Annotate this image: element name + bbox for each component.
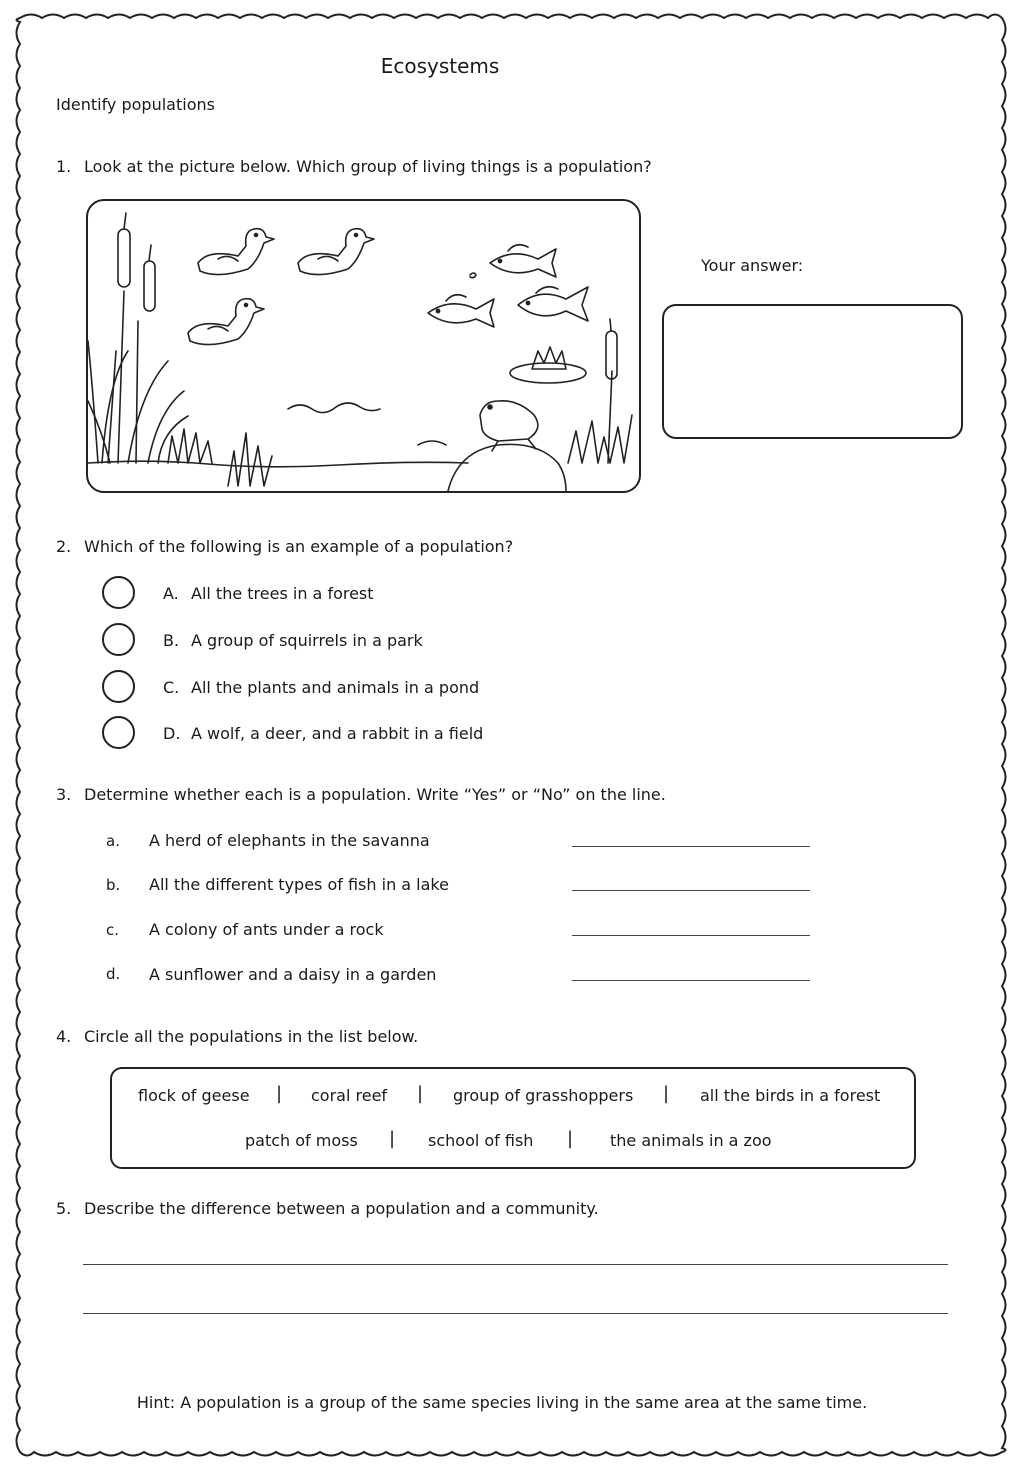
question-3-text: Determine whether each is a population. Write “Yes” or “No” on the line. <box>84 785 666 804</box>
item-d-letter: d. <box>106 965 121 983</box>
frog-on-rock <box>448 401 566 491</box>
term-coral-reef[interactable]: coral reef <box>311 1086 388 1105</box>
option-c-letter: C. <box>163 678 180 697</box>
question-5-number: 5. <box>56 1199 72 1218</box>
worksheet-subtitle: Identify populations <box>56 95 215 114</box>
option-c-text: All the plants and animals in a pond <box>191 678 480 697</box>
term-flock-of-geese[interactable]: flock of geese <box>138 1086 250 1105</box>
pond-illustration <box>86 199 641 493</box>
item-c-letter: c. <box>106 921 120 939</box>
page-title: Ecosystems <box>380 54 500 78</box>
question-3-number: 3. <box>56 785 72 804</box>
question-4 <box>56 1027 418 1046</box>
fish-2 <box>428 295 494 327</box>
option-a-letter: A. <box>163 584 179 603</box>
question-5-text: Describe the difference between a population and a community. <box>84 1199 599 1218</box>
fish-3 <box>518 287 588 321</box>
item-c-answer-line[interactable] <box>572 935 810 936</box>
option-c <box>163 678 479 697</box>
term-separator: | <box>663 1083 670 1104</box>
option-b-radio[interactable] <box>102 623 135 656</box>
item-a-answer-line[interactable] <box>572 846 810 847</box>
term-all-birds-in-forest[interactable]: all the birds in a forest <box>700 1086 881 1105</box>
answer-line-2[interactable] <box>83 1313 948 1314</box>
option-b <box>163 631 423 650</box>
option-b-text: A group of squirrels in a park <box>191 631 423 650</box>
ground-line <box>88 461 468 467</box>
item-b-letter: b. <box>106 876 121 894</box>
question-2-number: 2. <box>56 537 72 556</box>
item-b-answer-line[interactable] <box>572 890 810 891</box>
item-c-text: A colony of ants under a rock <box>149 920 384 939</box>
duck-2 <box>298 229 374 275</box>
option-d-letter: D. <box>163 724 181 743</box>
duck-3 <box>188 299 264 345</box>
option-a <box>163 584 374 603</box>
option-c-radio[interactable] <box>102 670 135 703</box>
option-d-radio[interactable] <box>102 716 135 749</box>
question-4-number: 4. <box>56 1027 72 1046</box>
population-term-box <box>110 1067 916 1169</box>
item-b-text: All the different types of fish in a lake <box>149 875 449 894</box>
hint-text: Hint: A population is a group of the same species living in the same area at the same time. <box>136 1393 868 1412</box>
question-1-text: Look at the picture below. Which group of living things is a population? <box>84 157 652 176</box>
question-4-text: Circle all the populations in the list below. <box>84 1027 419 1046</box>
water-ripple <box>288 403 380 413</box>
item-a-text: A herd of elephants in the savanna <box>149 831 430 850</box>
grass-tufts <box>168 429 272 486</box>
water-ripple-2 <box>418 441 446 445</box>
question-1-number: 1. <box>56 157 72 176</box>
question-1 <box>56 157 652 176</box>
option-d-text: A wolf, a deer, and a rabbit in a field <box>191 724 484 743</box>
term-separator: | <box>567 1128 574 1149</box>
term-separator: | <box>389 1128 396 1149</box>
cattail-plants-left <box>88 213 188 463</box>
question-3 <box>56 785 666 804</box>
question-2-text: Which of the following is an example of a population? <box>84 537 514 556</box>
option-a-text: All the trees in a forest <box>191 584 374 603</box>
term-school-of-fish[interactable]: school of fish <box>428 1131 534 1150</box>
answer-line-1[interactable] <box>83 1264 948 1265</box>
term-animals-in-zoo[interactable]: the animals in a zoo <box>610 1131 772 1150</box>
term-patch-of-moss[interactable]: patch of moss <box>245 1131 358 1150</box>
item-a-letter: a. <box>106 832 120 850</box>
option-d <box>163 724 483 743</box>
fish-bubble <box>470 273 476 278</box>
item-d-text: A sunflower and a daisy in a garden <box>149 965 437 984</box>
question-5 <box>56 1199 599 1218</box>
term-group-of-grasshoppers[interactable]: group of grasshoppers <box>453 1086 634 1105</box>
lily-pad-flower <box>510 347 586 383</box>
answer-box[interactable] <box>662 304 963 439</box>
term-separator: | <box>276 1083 283 1104</box>
answer-label: Your answer: <box>701 256 804 275</box>
option-b-letter: B. <box>163 631 180 650</box>
option-a-radio[interactable] <box>102 576 135 609</box>
cattail-plants-right <box>568 319 632 463</box>
item-d-answer-line[interactable] <box>572 980 810 981</box>
fish-1 <box>490 245 556 277</box>
question-2 <box>56 537 513 556</box>
term-separator: | <box>417 1083 424 1104</box>
duck-1 <box>198 229 274 275</box>
